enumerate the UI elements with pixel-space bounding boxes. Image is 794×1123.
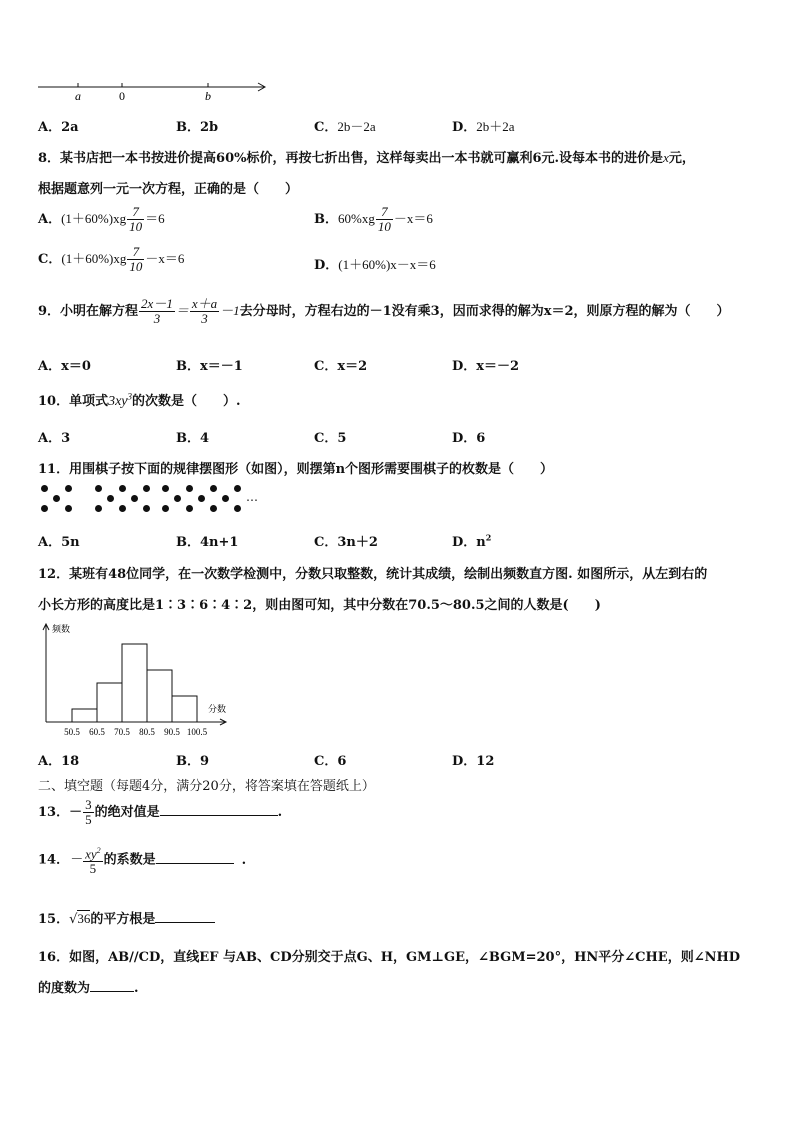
q9-option-c: C．x＝2	[314, 359, 368, 374]
go-stone	[131, 495, 138, 502]
q13-text: 13．－ $\frac{3}{5}$ 的绝对值是 .	[38, 797, 283, 827]
sqrt-symbol: √	[69, 912, 78, 927]
go-stone	[234, 485, 241, 492]
histogram-bar	[97, 683, 122, 722]
q8-option-b: B．60%xg $\frac{7}{10}$ －x＝6	[314, 204, 433, 234]
go-stone	[174, 495, 181, 502]
q7-option-a: A．2a	[38, 120, 79, 135]
go-stone	[162, 485, 169, 492]
section-title: 二、填空题（每题4分，满分20分，将答案填在答题纸上）	[38, 779, 375, 794]
go-stone	[95, 505, 102, 512]
q12-line2: 小长方形的高度比是1∶3∶6∶4∶2，则由图可知，其中分数在70.5～80.5之间的人数是( )	[38, 598, 601, 613]
q9-option-a: A．x＝0	[38, 359, 91, 374]
y-axis-label: 频数	[52, 625, 71, 635]
x-axis-label: 分数	[208, 705, 227, 715]
q7-option-b: B．2b	[176, 120, 219, 135]
x-tick-label: 90.5	[164, 727, 180, 737]
frequency-histogram	[38, 618, 238, 742]
q8-line1: 8．某书店把一本书按进价提高60%标价，再按七折出售，这样每卖出一本书就可赢利6元.设每本书的进价是x元，	[38, 150, 695, 166]
go-stone	[162, 505, 169, 512]
q10-option-b: B．4	[176, 431, 210, 446]
go-stone	[210, 485, 217, 492]
q14-text: 14．－ $\frac{xy^2}{5}$ 的系数是 .	[38, 846, 247, 877]
q15-text: 15．√36的平方根是	[38, 908, 215, 927]
answer-blank[interactable]	[90, 979, 134, 992]
go-stone	[210, 505, 217, 512]
q12-option-d: D．12	[452, 754, 495, 769]
x-tick-label: 50.5	[64, 727, 80, 737]
x-tick-label: 100.5	[186, 727, 208, 737]
x-tick-label: 60.5	[89, 727, 105, 737]
label-b: b	[205, 89, 211, 103]
q7-option-c: C．2b－2a	[314, 119, 376, 135]
q11-option-d: D．$n^2$	[452, 532, 492, 550]
go-stone	[234, 505, 241, 512]
q8-line2: 根据题意列一元一次方程，正确的是（ ）	[38, 182, 299, 197]
go-stone	[186, 505, 193, 512]
histogram-bar	[147, 670, 172, 722]
q16-line2: 的度数为 .	[38, 981, 139, 996]
go-stone	[119, 505, 126, 512]
q12-option-a: A．18	[38, 754, 80, 769]
go-stone	[65, 505, 72, 512]
q10-option-a: A．3	[38, 431, 71, 446]
go-stone	[119, 485, 126, 492]
go-stone	[143, 485, 150, 492]
answer-blank[interactable]	[160, 803, 278, 816]
go-stone	[107, 495, 114, 502]
go-stone	[95, 485, 102, 492]
q12-option-b: B．9	[176, 754, 210, 769]
go-stone	[41, 505, 48, 512]
histogram-bar	[172, 696, 197, 722]
go-stone	[222, 495, 229, 502]
q12-line1: 12．某班有48位同学，在一次数学检测中，分数只取整数，统计其成绩，绘制出频数直方图. 如图所示，从左到右的	[38, 567, 708, 582]
q10-option-d: D．6	[452, 431, 486, 446]
q9-option-d: D．x＝－2	[452, 359, 520, 374]
go-stones-figure	[38, 483, 268, 515]
q10-option-c: C．5	[314, 431, 347, 446]
x-tick-label: 80.5	[139, 727, 155, 737]
q9-option-b: B．x＝－1	[176, 359, 243, 374]
number-line	[36, 78, 276, 108]
go-stone	[65, 485, 72, 492]
answer-blank[interactable]	[155, 910, 215, 923]
q11-option-a: A．5n	[38, 535, 80, 550]
x-tick-label: 70.5	[114, 727, 130, 737]
q9-text: 9．小明在解方程 $\frac{2x-1}{3}$ ＝ $\frac{x+a}{3}$ －1去分母时，方程右边的－1没有乘3，因而求得的解为x＝2，则原方程的解为（ ）	[38, 296, 730, 326]
q8-option-d: D．(1＋60%)x－x＝6	[314, 257, 436, 273]
q11-text: 11．用围棋子按下面的规律摆图形（如图），则摆第n个图形需要围棋子的枚数是（ ）	[38, 462, 554, 477]
go-stone	[186, 485, 193, 492]
histogram-bar	[72, 709, 97, 722]
q8-option-a: A．(1＋60%)xg $\frac{7}{10}$ ＝6	[38, 204, 165, 234]
go-stone	[143, 505, 150, 512]
go-stone	[41, 485, 48, 492]
answer-blank[interactable]	[156, 851, 234, 864]
ellipsis: …	[246, 490, 258, 504]
go-stone	[198, 495, 205, 502]
q11-option-b: B．4n+1	[176, 535, 239, 550]
go-stone	[53, 495, 60, 502]
histogram-bar	[122, 644, 147, 722]
label-zero: 0	[119, 89, 125, 103]
q10-text: 10．单项式$3xy^3$的次数是（ ）.	[38, 391, 241, 409]
q11-option-c: C．3n＋2	[314, 535, 378, 550]
q12-option-c: C．6	[314, 754, 347, 769]
q16-line1: 16．如图，AB//CD，直线EF 与AB、CD分别交于点G、H，GM⊥GE，∠BGM=20°，HN平分∠CHE，则∠NHD	[38, 950, 741, 965]
q8-option-c: C．(1＋60%)xg $\frac{7}{10}$ －x＝6	[38, 244, 185, 274]
q7-option-d: D．2b＋2a	[452, 119, 515, 135]
label-a: a	[75, 89, 81, 103]
